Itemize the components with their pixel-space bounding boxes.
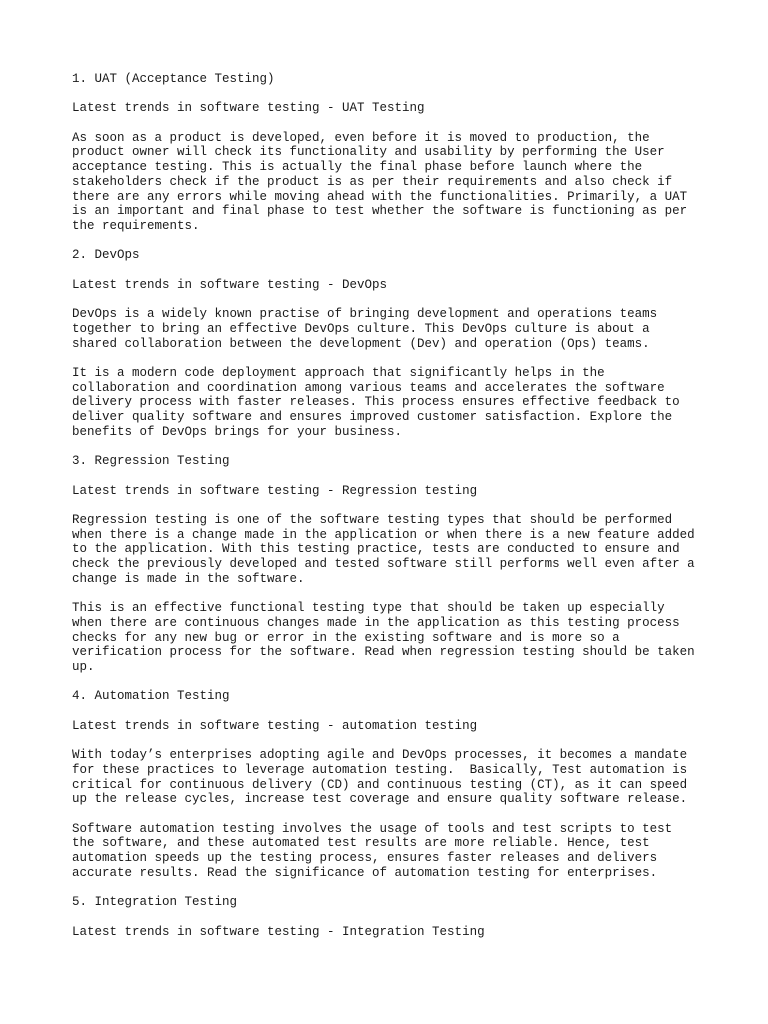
paragraph-automation-1: With today’s enterprises adopting agile and DevOps processes, it becomes a mandate for these practices to leverage automation testing. Basically, Test automation is critical for continuous delivery (CD) and continuous testing (CT), as it can speed up the release cycles, increase test coverage and ensure quality software release. bbox=[72, 748, 688, 807]
image-caption-devops: Latest trends in software testing - DevOps bbox=[72, 277, 388, 292]
image-caption-regression: Latest trends in software testing - Regression testing bbox=[72, 483, 478, 498]
section-heading-integration: 5. Integration Testing bbox=[72, 895, 238, 910]
section-heading-automation: 4. Automation Testing bbox=[72, 689, 230, 704]
document-page bbox=[72, 72, 712, 954]
paragraph-regression-1: Regression testing is one of the software testing types that should be performed when there is a change made in the application or when there is a new feature added to the application. With this testing practice, tests are conducted to ensure and check the previously developed and tested software still performs well even after a change is made in the software. bbox=[72, 512, 695, 586]
section-heading-regression: 3. Regression Testing bbox=[72, 454, 230, 469]
paragraph-devops-1: DevOps is a widely known practise of bringing development and operations teams together to bring an effective DevOps culture. This DevOps culture is about a shared collaboration between the development (Dev) and operation (Ops) teams. bbox=[72, 307, 658, 351]
section-heading-uat: 1. UAT (Acceptance Testing) bbox=[72, 72, 275, 86]
paragraph-devops-2: It is a modern code deployment approach that significantly helps in the collaboration and coordination among various teams and accelerates the software delivery process with faster releases. This process ensures effective feedback to deliver quality software and ensures improved customer satisfaction. Explore the benefits of DevOps brings for your business. bbox=[72, 365, 680, 439]
paragraph-uat: As soon as a product is developed, even before it is moved to production, the product owner will check its functionality and usability by performing the User acceptance testing. This is actually the final phase before launch where the stakeholders check if the product is as per their requirements and also check if there are any errors while moving ahead with the functionalities. Primarily, a UAT is an important and final phase to test whether the software is functioning as per the requirements. bbox=[72, 130, 688, 233]
paragraph-regression-2: This is an effective functional testing type that should be taken up especially when there are continuous changes made in the application as this testing process checks for any new bug or error in the existing software and is more so a verification process for the software. Read when regression testing should be taken up. bbox=[72, 601, 695, 674]
image-caption-automation: Latest trends in software testing - automation testing bbox=[72, 718, 478, 733]
paragraph-automation-2: Software automation testing involves the usage of tools and test scripts to test the software, and these automated test results are more reliable. Hence, test automation speeds up the testing process, ensures faster releases and delivers accurate results. Read the significance of automation testing for enterprises. bbox=[72, 821, 673, 880]
section-heading-devops: 2. DevOps bbox=[72, 248, 140, 263]
image-caption-uat: Latest trends in software testing - UAT Testing bbox=[72, 101, 425, 116]
image-caption-integration: Latest trends in software testing - Integration Testing bbox=[72, 924, 485, 939]
